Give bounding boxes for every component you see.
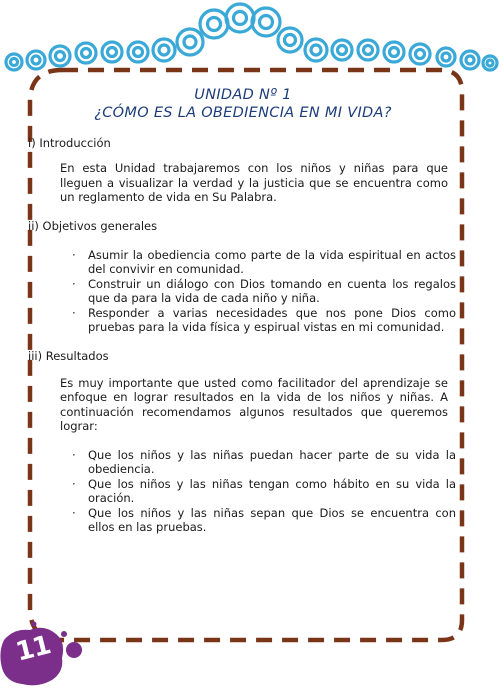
page-number: 11: [12, 630, 54, 668]
list-item: · Construir un diálogo con Dios tomando en cuenta los regalos que da para la vida de cada niño y niña.: [72, 276, 456, 305]
list-item: · Asumir la obediencia como parte de la vida espiritual en actos del convivir en comunidad.: [72, 247, 456, 276]
document-content: [28, 86, 458, 535]
objectives-list: [72, 248, 456, 335]
bullet-icon: ·: [72, 305, 76, 320]
intro-heading: i) Introducción: [28, 136, 111, 150]
list-item: · Responder a varias necesidades que nos pone Dios como pruebas para la vida física y espirual vistas en mi comunidad.: [72, 305, 456, 334]
list-item: · Que los niños y las niñas sepan que Dios se encuentra con ellos en las pruebas.: [72, 505, 456, 534]
unit-title: UNIDAD Nº 1: [194, 87, 292, 103]
results-list: [72, 448, 456, 535]
results-heading: iii) Resultados: [28, 348, 109, 363]
bullet-icon: ·: [72, 247, 76, 262]
bullet-icon: ·: [72, 447, 76, 462]
results-paragraph: Es muy importante que usted como facilitador del aprendizaje se enfoque en lograr resultados en la vida de los niños y niñas. A continuación recomendamos algunos resultados que queremos lograr:: [60, 375, 448, 433]
bullet-icon: ·: [72, 276, 76, 291]
bullet-icon: ·: [72, 505, 76, 520]
list-item: · Que los niños y las niñas tengan como hábito en su vida la oración.: [72, 476, 456, 505]
bullet-icon: ·: [72, 476, 76, 491]
unit-subtitle: ¿CÓMO ES LA OBEDIENCIA EN MI VIDA?: [94, 105, 392, 121]
list-item: · Que los niños y las niñas puedan hacer parte de su vida la obediencia.: [72, 447, 456, 476]
intro-paragraph: En esta Unidad trabajaremos con los niños y niñas para que lleguen a visualizar la verdad y la justicia que se encuentra como un reglamento de vida en Su Palabra.: [60, 161, 448, 204]
objectives-heading: ii) Objetivos generales: [28, 218, 158, 233]
